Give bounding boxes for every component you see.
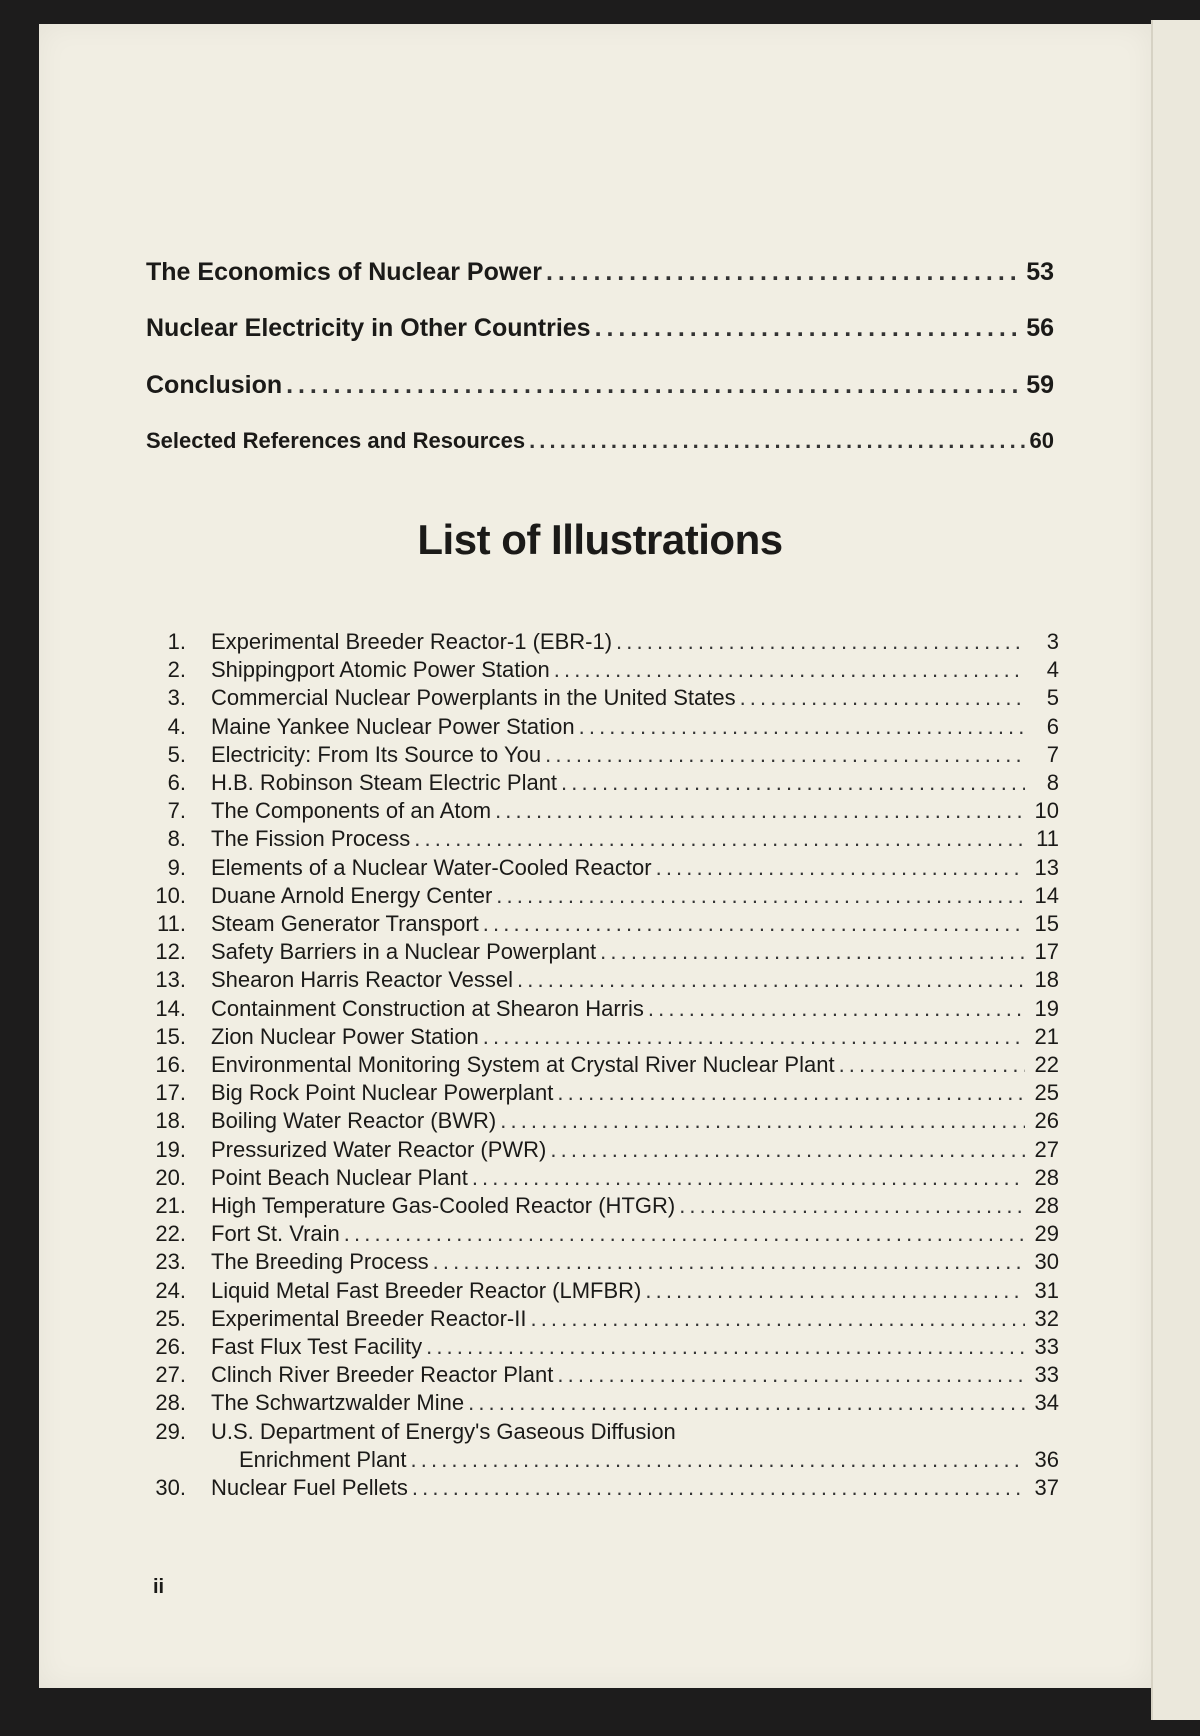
illustration-entry <box>146 657 1059 685</box>
dot-leader <box>496 883 1025 909</box>
illustration-entry <box>146 883 1059 911</box>
dot-leader <box>414 826 1025 852</box>
illustration-entry <box>146 1080 1059 1108</box>
illustration-number: 24. <box>155 1277 186 1303</box>
illustration-title: Zion Nuclear Power Station <box>211 1023 479 1049</box>
illustration-page: 6 <box>1046 713 1059 739</box>
illustration-entry <box>146 1362 1059 1390</box>
dot-leader <box>579 714 1025 740</box>
illustration-number: 9. <box>167 854 186 880</box>
illustration-page: 32 <box>1034 1305 1059 1331</box>
illustration-number: 3. <box>167 685 186 711</box>
dot-leader <box>656 855 1025 881</box>
illustration-title: Boiling Water Reactor (BWR) <box>211 1108 497 1134</box>
illustration-entry <box>146 1024 1059 1052</box>
illustration-title: The Schwartzwalder Mine <box>211 1390 465 1416</box>
illustration-number: 17. <box>155 1080 186 1106</box>
illustrations-heading: List of Illustrations <box>417 516 783 563</box>
illustration-page: 29 <box>1034 1221 1059 1247</box>
toc-entry-title: Conclusion <box>146 371 283 399</box>
illustration-page: 36 <box>1034 1446 1059 1472</box>
dot-leader <box>483 911 1025 937</box>
illustration-entry <box>146 1419 1059 1447</box>
dot-leader <box>495 798 1025 824</box>
illustration-page: 28 <box>1034 1193 1059 1218</box>
dot-leader <box>412 1475 1025 1501</box>
dot-leader <box>616 629 1025 655</box>
toc-entry-title: Selected References and Resources <box>146 428 526 453</box>
illustration-number: 30. <box>155 1475 186 1500</box>
illustration-entry <box>146 826 1059 854</box>
illustration-title: Steam Generator Transport <box>211 911 479 936</box>
illustration-page: 7 <box>1046 741 1059 767</box>
illustration-page: 21 <box>1034 1023 1059 1049</box>
illustration-number: 7. <box>167 798 186 824</box>
dot-leader <box>483 1024 1025 1050</box>
dot-leader <box>557 1080 1025 1106</box>
illustration-entry <box>146 1278 1059 1306</box>
illustration-page: 37 <box>1034 1475 1059 1500</box>
illustration-number: 18. <box>155 1108 186 1134</box>
illustration-page: 8 <box>1046 770 1059 795</box>
dot-leader <box>554 657 1025 683</box>
dot-leader <box>740 685 1025 711</box>
illustration-number: 15. <box>155 1023 186 1049</box>
illustration-title: Fast Flux Test Facility <box>211 1334 423 1359</box>
illustration-page: 33 <box>1034 1362 1059 1388</box>
illustration-title: Electricity: From Its Source to You <box>211 741 542 767</box>
illustration-entry <box>146 714 1059 742</box>
illustration-title: Commercial Nuclear Powerplants in the United States <box>211 685 736 711</box>
illustration-number: 8. <box>167 826 186 852</box>
dot-leader <box>472 1165 1025 1191</box>
illustration-number: 25. <box>155 1305 186 1331</box>
dot-leader <box>545 742 1025 768</box>
illustration-number: 28. <box>155 1390 186 1416</box>
illustration-title-continued: Enrichment Plant <box>239 1446 407 1472</box>
illustration-page: 13 <box>1034 854 1059 880</box>
illustration-entry <box>146 911 1059 939</box>
illustration-page: 14 <box>1034 882 1059 908</box>
illustration-entry <box>146 855 1059 883</box>
illustration-number: 22. <box>155 1221 186 1247</box>
toc-entry <box>146 258 1054 287</box>
illustration-entry <box>146 685 1059 713</box>
page-number: ii <box>153 1576 165 1598</box>
dot-leader <box>530 1306 1025 1332</box>
illustration-page: 4 <box>1046 657 1059 683</box>
illustration-page: 22 <box>1034 1052 1059 1077</box>
illustration-entry <box>146 939 1059 967</box>
illustration-page: 19 <box>1034 995 1059 1021</box>
illustration-title: Elements of a Nuclear Water-Cooled Reactor <box>211 854 652 880</box>
illustration-title: The Fission Process <box>211 826 411 852</box>
illustration-title: Experimental Breeder Reactor-1 (EBR-1) <box>211 629 613 654</box>
illustration-page: 34 <box>1034 1390 1059 1416</box>
dot-leader <box>550 1137 1025 1163</box>
toc-entry <box>146 371 1054 400</box>
toc-entry-page: 60 <box>1029 428 1054 453</box>
illustration-number: 6. <box>167 770 186 795</box>
illustration-entry <box>146 1221 1059 1249</box>
dot-leader <box>600 939 1025 965</box>
illustration-entry <box>146 1193 1059 1221</box>
illustration-number: 27. <box>155 1362 186 1388</box>
dot-leader <box>426 1334 1025 1360</box>
illustration-page: 18 <box>1034 967 1059 993</box>
illustration-page: 30 <box>1034 1249 1059 1275</box>
illustration-page: 33 <box>1034 1334 1059 1359</box>
illustration-title: Nuclear Fuel Pellets <box>211 1475 408 1500</box>
facing-page-edge <box>1151 20 1200 1720</box>
illustration-page: 11 <box>1036 826 1059 852</box>
illustration-entry <box>146 629 1059 657</box>
illustration-title: Safety Barriers in a Nuclear Powerplant <box>211 939 597 965</box>
toc-entry <box>146 314 1054 343</box>
illustration-page: 31 <box>1034 1277 1059 1303</box>
illustration-entry <box>146 967 1059 995</box>
illustration-entry <box>146 1108 1059 1136</box>
illustration-number: 1. <box>167 629 186 654</box>
illustration-title: Clinch River Breeder Reactor Plant <box>211 1362 554 1388</box>
dot-leader <box>595 314 1023 343</box>
dot-leader <box>557 1362 1025 1388</box>
illustration-entry <box>146 996 1059 1024</box>
illustration-number: 2. <box>167 657 186 683</box>
illustration-page: 28 <box>1034 1164 1059 1190</box>
illustration-entry <box>146 742 1059 770</box>
illustration-title: Liquid Metal Fast Breeder Reactor (LMFBR) <box>211 1277 642 1303</box>
illustration-entry <box>146 1390 1059 1418</box>
dot-leader <box>344 1221 1025 1247</box>
illustration-number: 29. <box>155 1418 186 1444</box>
illustration-title: Shippingport Atomic Power Station <box>211 657 550 683</box>
illustration-title: High Temperature Gas-Cooled Reactor (HTGR) <box>211 1193 676 1218</box>
toc-entry-page: 59 <box>1026 371 1054 399</box>
illustration-number: 11. <box>157 911 186 936</box>
illustration-number: 19. <box>155 1136 186 1162</box>
illustration-number: 26. <box>155 1334 186 1359</box>
illustration-page: 25 <box>1034 1080 1059 1106</box>
dot-leader <box>433 1249 1025 1275</box>
illustration-title: Pressurized Water Reactor (PWR) <box>211 1136 547 1162</box>
illustration-number: 4. <box>167 713 186 739</box>
illustration-title: The Breeding Process <box>211 1249 429 1275</box>
toc-entry-page: 53 <box>1026 258 1054 286</box>
illustration-title: Point Beach Nuclear Plant <box>211 1164 468 1190</box>
dot-leader <box>411 1447 1025 1473</box>
dot-leader <box>517 967 1025 993</box>
illustration-entry <box>146 770 1059 798</box>
dot-leader <box>648 996 1025 1022</box>
illustration-title: The Components of an Atom <box>211 798 492 824</box>
illustration-entry <box>146 1475 1059 1503</box>
illustration-title: Containment Construction at Shearon Harris <box>211 995 644 1021</box>
toc-entry-title: The Economics of Nuclear Power <box>146 258 542 286</box>
illustration-title: Maine Yankee Nuclear Power Station <box>211 713 575 739</box>
illustration-entry-continued <box>146 1447 1059 1475</box>
illustration-entry <box>146 1137 1059 1165</box>
illustration-number: 5. <box>167 741 186 767</box>
dot-leader <box>839 1052 1025 1078</box>
illustration-entry <box>146 1052 1059 1080</box>
illustration-title: H.B. Robinson Steam Electric Plant <box>211 770 558 795</box>
illustration-number: 21. <box>155 1193 186 1218</box>
illustration-page: 17 <box>1034 939 1059 965</box>
illustration-number: 10. <box>155 882 186 908</box>
dot-leader <box>546 258 1022 287</box>
illustration-entry <box>146 1334 1059 1362</box>
illustration-page: 26 <box>1034 1108 1059 1134</box>
illustration-page: 3 <box>1046 629 1059 654</box>
illustration-entry <box>146 1306 1059 1334</box>
dot-leader <box>529 428 1025 454</box>
illustration-number: 16. <box>155 1052 186 1077</box>
dot-leader <box>679 1193 1025 1219</box>
illustration-page: 27 <box>1034 1136 1059 1162</box>
illustration-title: Shearon Harris Reactor Vessel <box>211 967 514 993</box>
illustration-entry <box>146 798 1059 826</box>
illustration-number: 12. <box>155 939 186 965</box>
illustration-title: Environmental Monitoring System at Crystal River Nuclear Plant <box>211 1052 835 1077</box>
toc-entry-page: 56 <box>1026 314 1054 342</box>
illustration-number: 23. <box>155 1249 186 1275</box>
dot-leader <box>500 1108 1025 1134</box>
illustration-entry <box>146 1165 1059 1193</box>
illustration-number: 13. <box>155 967 186 993</box>
illustration-entry <box>146 1249 1059 1277</box>
illustration-page: 15 <box>1034 911 1059 936</box>
illustration-number: 20. <box>155 1164 186 1190</box>
illustration-title: Fort St. Vrain <box>211 1221 340 1247</box>
dot-leader <box>468 1390 1025 1416</box>
toc-entry-title: Nuclear Electricity in Other Countries <box>146 314 591 342</box>
illustration-page: 10 <box>1034 798 1059 824</box>
dot-leader <box>561 770 1025 796</box>
illustration-page: 5 <box>1046 685 1059 711</box>
illustration-title: Duane Arnold Energy Center <box>211 882 493 908</box>
illustration-title: Big Rock Point Nuclear Powerplant <box>211 1080 554 1106</box>
dot-leader <box>286 371 1022 400</box>
illustration-number: 14. <box>155 995 186 1021</box>
illustration-title: Experimental Breeder Reactor-II <box>211 1305 527 1331</box>
dot-leader <box>645 1278 1025 1304</box>
illustration-title: U.S. Department of Energy's Gaseous Diffusion <box>211 1418 676 1444</box>
toc-entry <box>146 428 1054 454</box>
